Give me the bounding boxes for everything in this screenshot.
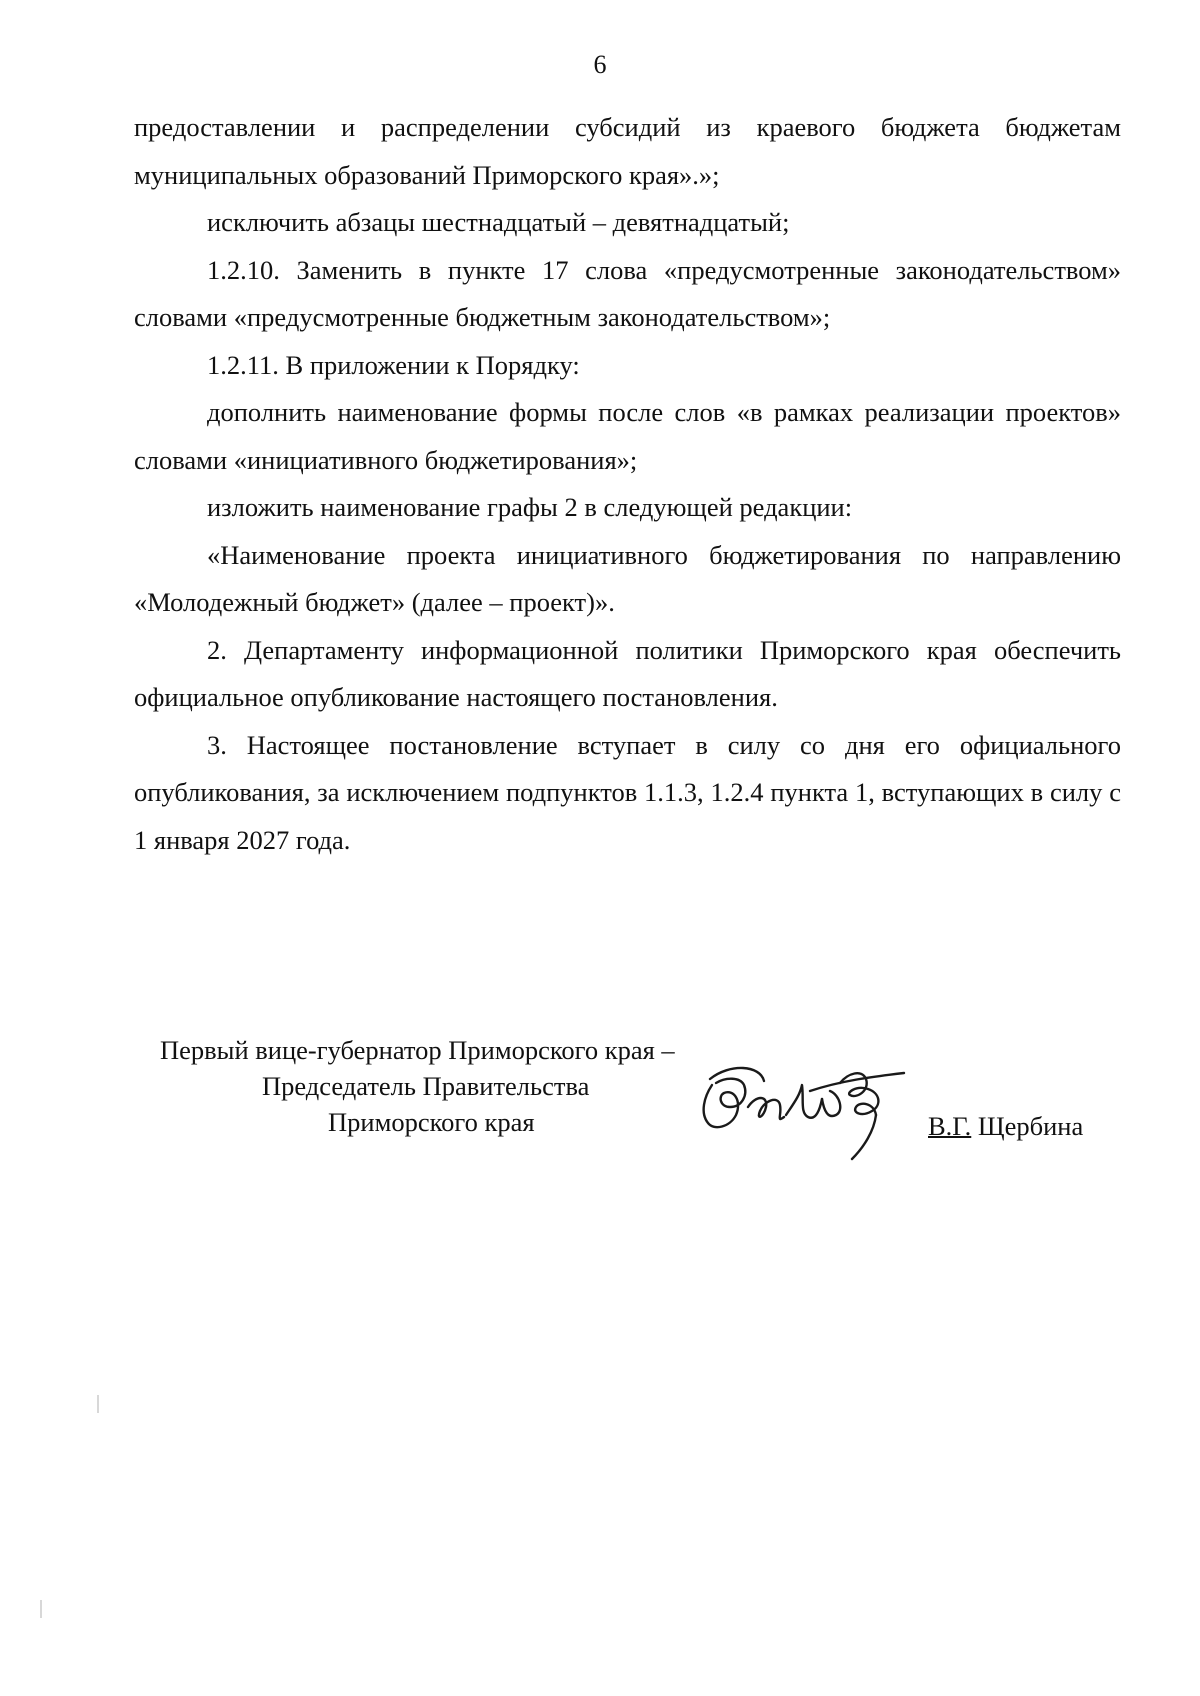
handwritten-signature	[690, 1055, 920, 1165]
paragraph-form-name: дополнить наименование формы после слов «в рамках реализации проектов» словами «инициативного бюджетирования»;	[134, 397, 1121, 475]
scan-artifact	[40, 1600, 42, 1618]
signer-title-line-3: Приморского края	[328, 1107, 535, 1137]
paragraph-1-2-10: 1.2.10. Заменить в пункте 17 слова «предусмотренные законодательством» словами «предусмотренные бюджетным законодательством»;	[134, 254, 1121, 332]
paragraph-point-2: 2. Департаменту информационной политики Приморского края обеспечить официальное опубликование настоящего постановления.	[134, 634, 1121, 712]
signer-surname: Щербина	[977, 1111, 1084, 1141]
paragraph-point-3: 3. Настоящее постановление вступает в силу со дня его официального опубликования, за исключением подпунктов 1.1.3, 1.2.4 пункта 1, вступающих в силу с 1 января 2027 года.	[134, 729, 1121, 855]
paragraph-column-2: изложить наименование графы 2 в следующей редакции:	[207, 492, 853, 522]
signer-title-line-2: Председатель Правительства	[262, 1071, 590, 1101]
signer-title-line-1: Первый вице-губернатор Приморского края –	[160, 1035, 675, 1065]
paragraph-1-2-11: 1.2.11. В приложении к Порядку:	[207, 349, 580, 380]
signer-initials: В.Г.	[928, 1111, 972, 1141]
scan-artifact	[97, 1395, 99, 1413]
paragraph-exclude-clauses: исключить абзацы шестнадцатый – девятнадцатый;	[207, 207, 790, 237]
paragraph-subsidies-continuation: предоставлении и распределении субсидий из краевого бюджета бюджетам муниципальных образований Приморского края».»;	[134, 112, 1121, 190]
signer-name	[928, 1110, 1083, 1142]
paragraph-column-2-wording: «Наименование проекта инициативного бюджетирования по направлению «Молодежный бюджет» (далее – проект)».	[134, 539, 1121, 617]
page-number: 6	[593, 50, 607, 79]
